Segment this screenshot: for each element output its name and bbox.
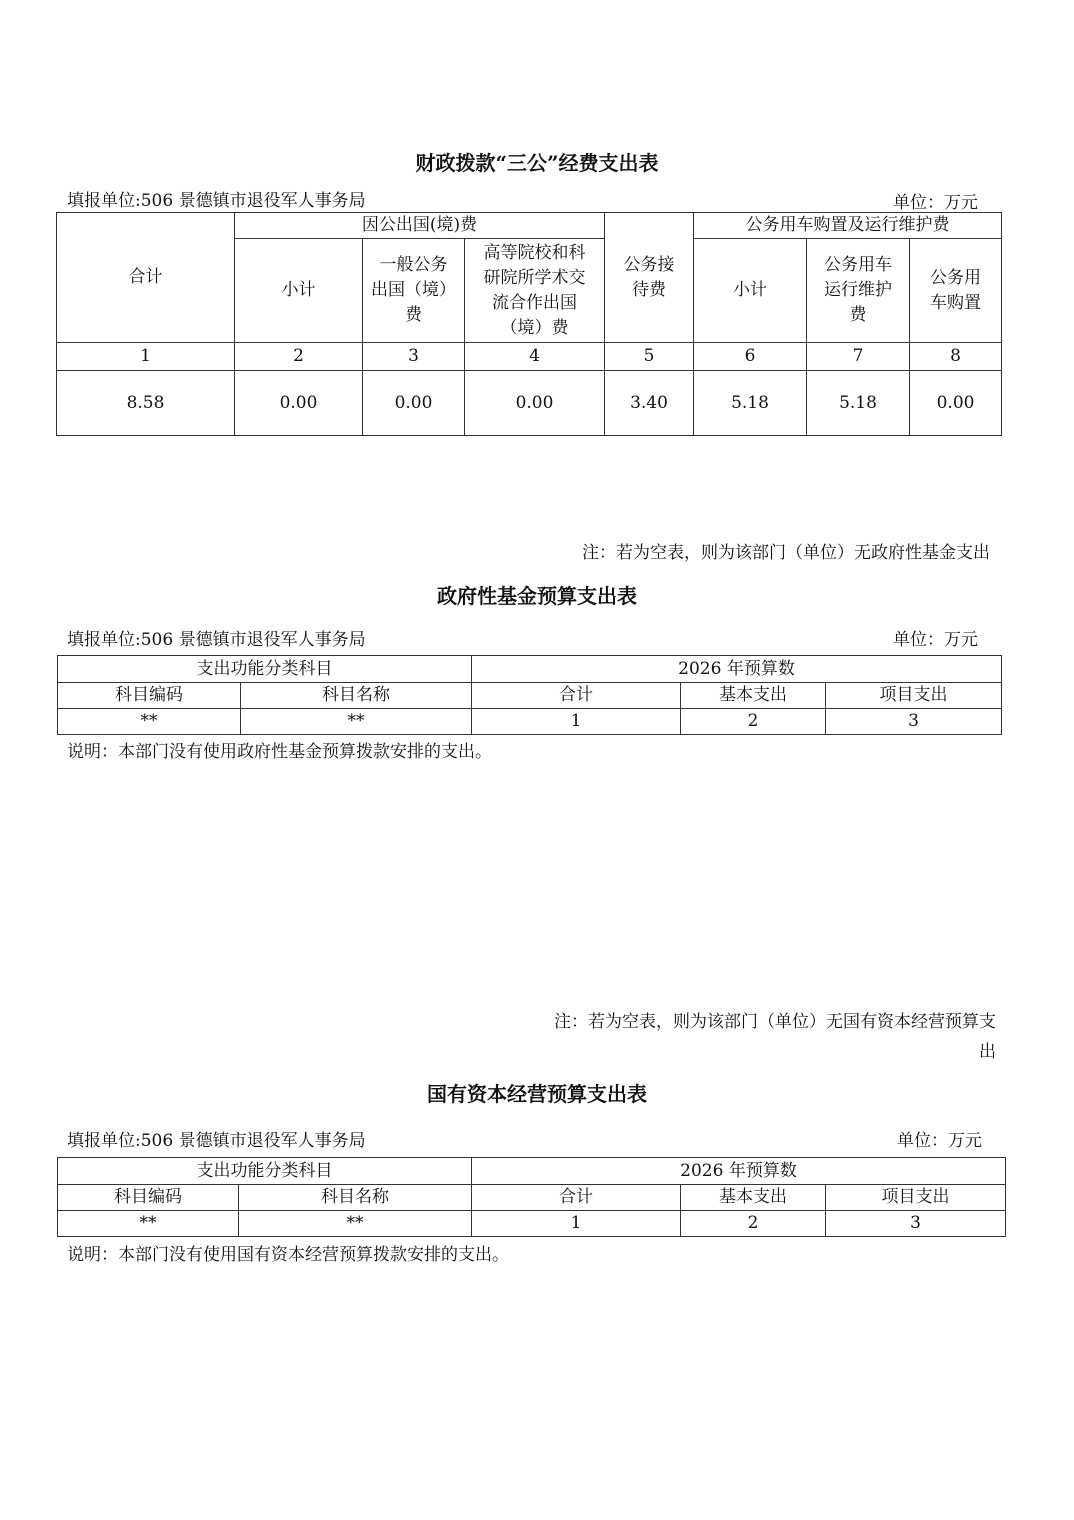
value-cell: 5.18 [807,371,910,436]
group-header: 支出功能分类科目 [58,1158,472,1185]
column-header: 科目编码 [58,683,241,709]
state-capital-table [57,1157,1006,1237]
column-header: 基本支出 [681,683,826,709]
column-header: 基本支出 [681,1185,826,1211]
header-vehicle-group: 公务用车购置及运行维护费 [694,213,1002,239]
value-cell: 3.40 [605,371,694,436]
cell: 3 [826,709,1002,735]
table3-unit: 单位：万元 [897,1131,982,1151]
cell: ** [241,709,472,735]
cell: 1 [472,709,681,735]
value-cell: 8.58 [57,371,235,436]
cell: ** [239,1211,472,1237]
three-public-expense-table [56,212,1002,436]
header-abroad-general: 一般公务 出国（境） 费 [363,239,465,343]
column-header: 合计 [472,1185,681,1211]
header-vehicle-purchase: 公务用 车购置 [910,239,1002,343]
group-header: 2026 年预算数 [472,656,1002,683]
header-total: 合计 [57,213,235,343]
index-cell: 7 [807,343,910,371]
table2-note: 注：若为空表，则为该部门（单位）无政府性基金支出 [582,543,990,563]
value-cell: 0.00 [235,371,363,436]
table1-unit-org: 填报单位:506 景德镇市退役军人事务局 [67,191,366,211]
table1-title: 财政拨款“三公”经费支出表 [415,151,659,175]
index-cell: 5 [605,343,694,371]
table2-unit: 单位：万元 [893,630,978,650]
value-cell: 0.00 [465,371,605,436]
index-cell: 2 [235,343,363,371]
cell: 1 [472,1211,681,1237]
table3-title: 国有资本经营预算支出表 [427,1082,647,1106]
cell: 2 [681,1211,826,1237]
value-cell: 0.00 [363,371,465,436]
cell: ** [58,1211,239,1237]
value-row [57,371,1002,436]
column-header: 项目支出 [826,683,1002,709]
cell: ** [58,709,241,735]
column-header: 科目名称 [239,1185,472,1211]
index-cell: 6 [694,343,807,371]
header-abroad-group: 因公出国(境)费 [235,213,605,239]
cell: 2 [681,709,826,735]
column-header: 项目支出 [826,1185,1006,1211]
cell: 3 [826,1211,1006,1237]
government-fund-table [57,655,1002,735]
table1-unit: 单位：万元 [893,193,978,213]
column-header: 合计 [472,683,681,709]
index-cell: 8 [910,343,1002,371]
index-cell: 1 [57,343,235,371]
value-cell: 0.00 [910,371,1002,436]
column-header: 科目编码 [58,1185,239,1211]
header-abroad-subtotal: 小计 [235,239,363,343]
header-vehicle-subtotal: 小计 [694,239,807,343]
table2-unit-org: 填报单位:506 景德镇市退役军人事务局 [67,630,366,650]
index-cell: 4 [465,343,605,371]
group-header: 2026 年预算数 [472,1158,1006,1185]
table2-title: 政府性基金预算支出表 [437,584,637,608]
table-row [58,1211,1006,1237]
table2-explanation: 说明：本部门没有使用政府性基金预算拨款安排的支出。 [67,742,492,762]
table-row [58,709,1002,735]
header-abroad-academic: 高等院校和科 研院所学术交 流合作出国 （境）费 [465,239,605,343]
column-header: 科目名称 [241,683,472,709]
group-header: 支出功能分类科目 [58,656,472,683]
table3-unit-org: 填报单位:506 景德镇市退役军人事务局 [67,1131,366,1151]
header-reception: 公务接 待费 [605,213,694,343]
table3-note: 注：若为空表，则为该部门（单位）无国有资本经营预算支 出 [554,1012,996,1062]
header-vehicle-operation: 公务用车 运行维护 费 [807,239,910,343]
index-row [57,343,1002,371]
index-cell: 3 [363,343,465,371]
value-cell: 5.18 [694,371,807,436]
table3-explanation: 说明：本部门没有使用国有资本经营预算拨款安排的支出。 [67,1245,509,1265]
